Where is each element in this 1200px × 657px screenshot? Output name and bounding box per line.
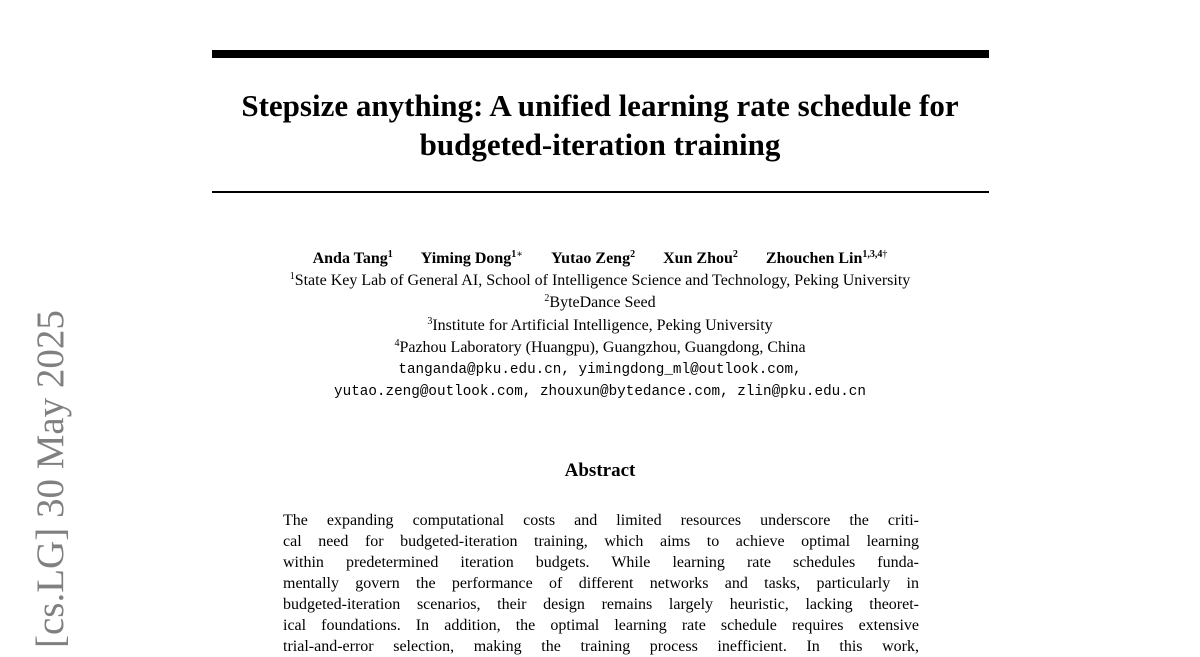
abstract-line: The expanding computational costs and limited resources underscore the criti-	[283, 512, 919, 529]
author-name: Xun Zhou	[663, 250, 733, 267]
abstract-line: mentally govern the performance of different networks and tasks, particularly in	[283, 575, 919, 592]
author	[551, 250, 635, 267]
abstract-line: cal need for budgeted-iteration training, which aims to achieve optimal learning	[283, 533, 919, 550]
email-line: yutao.zeng@outlook.com, zhouxun@bytedance.com, zlin@pku.edu.cn	[334, 384, 866, 401]
abstract-line: budgeted-iteration scenarios, their design remains largely heuristic, lacking theoret-	[283, 596, 919, 613]
title-line: budgeted-iteration training	[419, 127, 781, 162]
corresponding-author-mark: †	[882, 249, 888, 260]
top-rule	[212, 50, 989, 58]
author-name: Anda Tang	[312, 250, 388, 267]
abstract-line: within predetermined iteration budgets. While learning rate schedules funda-	[283, 554, 919, 571]
affiliation	[150, 292, 1050, 314]
abstract-body	[283, 510, 919, 657]
author-affil-sup: 2	[732, 249, 738, 260]
abstract-heading: Abstract	[564, 460, 636, 481]
affiliation-sup: 2	[544, 293, 550, 305]
affiliation	[150, 337, 1050, 359]
title-line: Stepsize anything: A unified learning rate schedule for	[241, 88, 959, 123]
author-affil-sup: 1	[387, 249, 393, 260]
affiliation	[150, 270, 1050, 292]
author-name: Yiming Dong	[420, 250, 512, 267]
arxiv-stamp: [cs.LG] 30 May 2025	[29, 310, 72, 648]
email-line: tanganda@pku.edu.cn, yimingdong_ml@outlook.com,	[398, 362, 802, 379]
author	[313, 250, 393, 267]
abstract-line: trial-and-error selection, making the training process inefficient. In this work,	[283, 638, 919, 655]
affiliation-sup: 3	[427, 315, 433, 327]
author-name: Yutao Zeng	[551, 250, 631, 267]
affiliation-sup: 1	[289, 271, 295, 282]
author-affil-sup: 1,3,4	[862, 249, 883, 260]
paper-title	[200, 86, 1000, 164]
affiliation-text: Pazhou Laboratory (Huangpu), Guangzhou, Guangdong, China	[399, 338, 806, 356]
author-affil-sup: 2	[630, 249, 636, 260]
author-list	[200, 248, 1000, 270]
affiliation	[150, 315, 1050, 337]
author	[766, 250, 887, 267]
affiliation-sup: 4	[394, 337, 400, 349]
title-rule	[212, 191, 989, 193]
equal-contribution-mark: ∗	[516, 249, 524, 260]
author-name: Zhouchen Lin	[765, 250, 863, 267]
affiliation-block	[150, 270, 1050, 404]
affiliation-text: State Key Lab of General AI, School of Intelligence Science and Technology, Peking University	[294, 272, 911, 289]
affiliation-text: Institute for Artificial Intelligence, Peking University	[432, 316, 773, 334]
affiliation-text: ByteDance Seed	[549, 294, 656, 312]
author-affil-sup: 1	[511, 249, 517, 260]
abstract-line: ical foundations. In addition, the optimal learning rate schedule requires extensive	[283, 617, 919, 634]
author	[663, 250, 738, 267]
author	[421, 250, 523, 267]
